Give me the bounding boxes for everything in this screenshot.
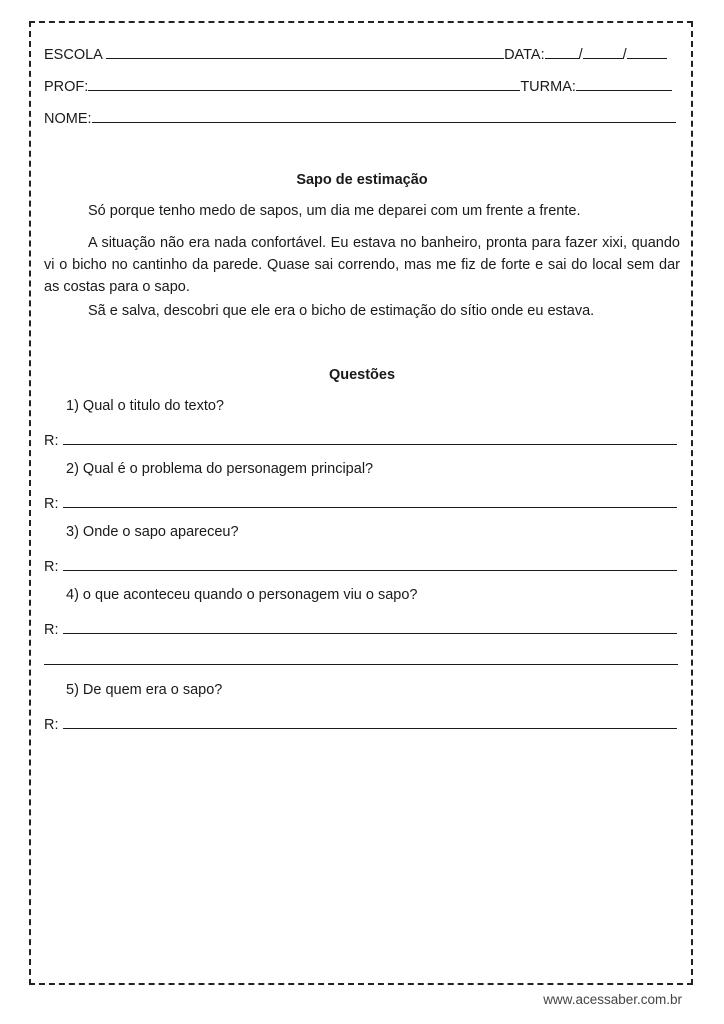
teacher-row [44, 76, 672, 95]
teacher-field[interactable] [88, 76, 520, 91]
question-3: 3) Onde o sapo apareceu? [66, 524, 239, 540]
name-label: NOME: [44, 111, 92, 127]
answer-2-field[interactable] [63, 493, 677, 508]
answer-5-field[interactable] [63, 714, 677, 729]
school-row [44, 44, 667, 63]
paragraph-2: A situação não era nada confortável. Eu estava no banheiro, pronta para fazer xixi, quando vi o bicho no cantinho da parede. Quase sai correndo, mas me fiz de forte e sai do local sem dar as costas para o sapo. [44, 235, 680, 295]
answer-4 [44, 619, 677, 638]
date-year-field[interactable] [627, 44, 667, 59]
date-separator: / [622, 47, 627, 63]
date-label: DATA: [504, 47, 545, 63]
date-month-field[interactable] [583, 44, 623, 59]
name-field[interactable] [92, 108, 676, 123]
date-day-field[interactable] [545, 44, 579, 59]
school-field[interactable] [106, 44, 504, 59]
answer-3-field[interactable] [63, 556, 677, 571]
name-row [44, 108, 676, 127]
answer-label: R: [44, 622, 59, 638]
date-separator: / [578, 47, 583, 63]
answer-4-field[interactable] [63, 619, 677, 634]
answer-label: R: [44, 433, 59, 449]
answer-5 [44, 714, 677, 733]
paragraph-1: Só porque tenho medo de sapos, um dia me deparei com um frente a frente. [88, 203, 581, 219]
footer-site: www.acessaber.com.br [543, 992, 682, 1007]
answer-3 [44, 556, 677, 575]
answer-label: R: [44, 496, 59, 512]
school-label: ESCOLA [44, 47, 103, 63]
answer-label: R: [44, 717, 59, 733]
answer-label: R: [44, 559, 59, 575]
question-4: 4) o que aconteceu quando o personagem viu o sapo? [66, 587, 418, 603]
paragraph-3: Sã e salva, descobri que ele era o bicho de estimação do sítio onde eu estava. [88, 303, 595, 319]
teacher-label: PROF: [44, 79, 89, 95]
answer-4-extra-line[interactable] [44, 664, 678, 665]
questions-title: Questões [328, 367, 396, 383]
question-2: 2) Qual é o problema do personagem principal? [66, 461, 374, 477]
class-label: TURMA: [520, 79, 576, 95]
answer-1-field[interactable] [63, 430, 677, 445]
answer-1 [44, 430, 677, 449]
class-field[interactable] [576, 76, 672, 91]
question-5: 5) De quem era o sapo? [66, 682, 223, 698]
answer-2 [44, 493, 677, 512]
question-1: 1) Qual o titulo do texto? [66, 398, 224, 414]
text-title: Sapo de estimação [296, 172, 428, 188]
